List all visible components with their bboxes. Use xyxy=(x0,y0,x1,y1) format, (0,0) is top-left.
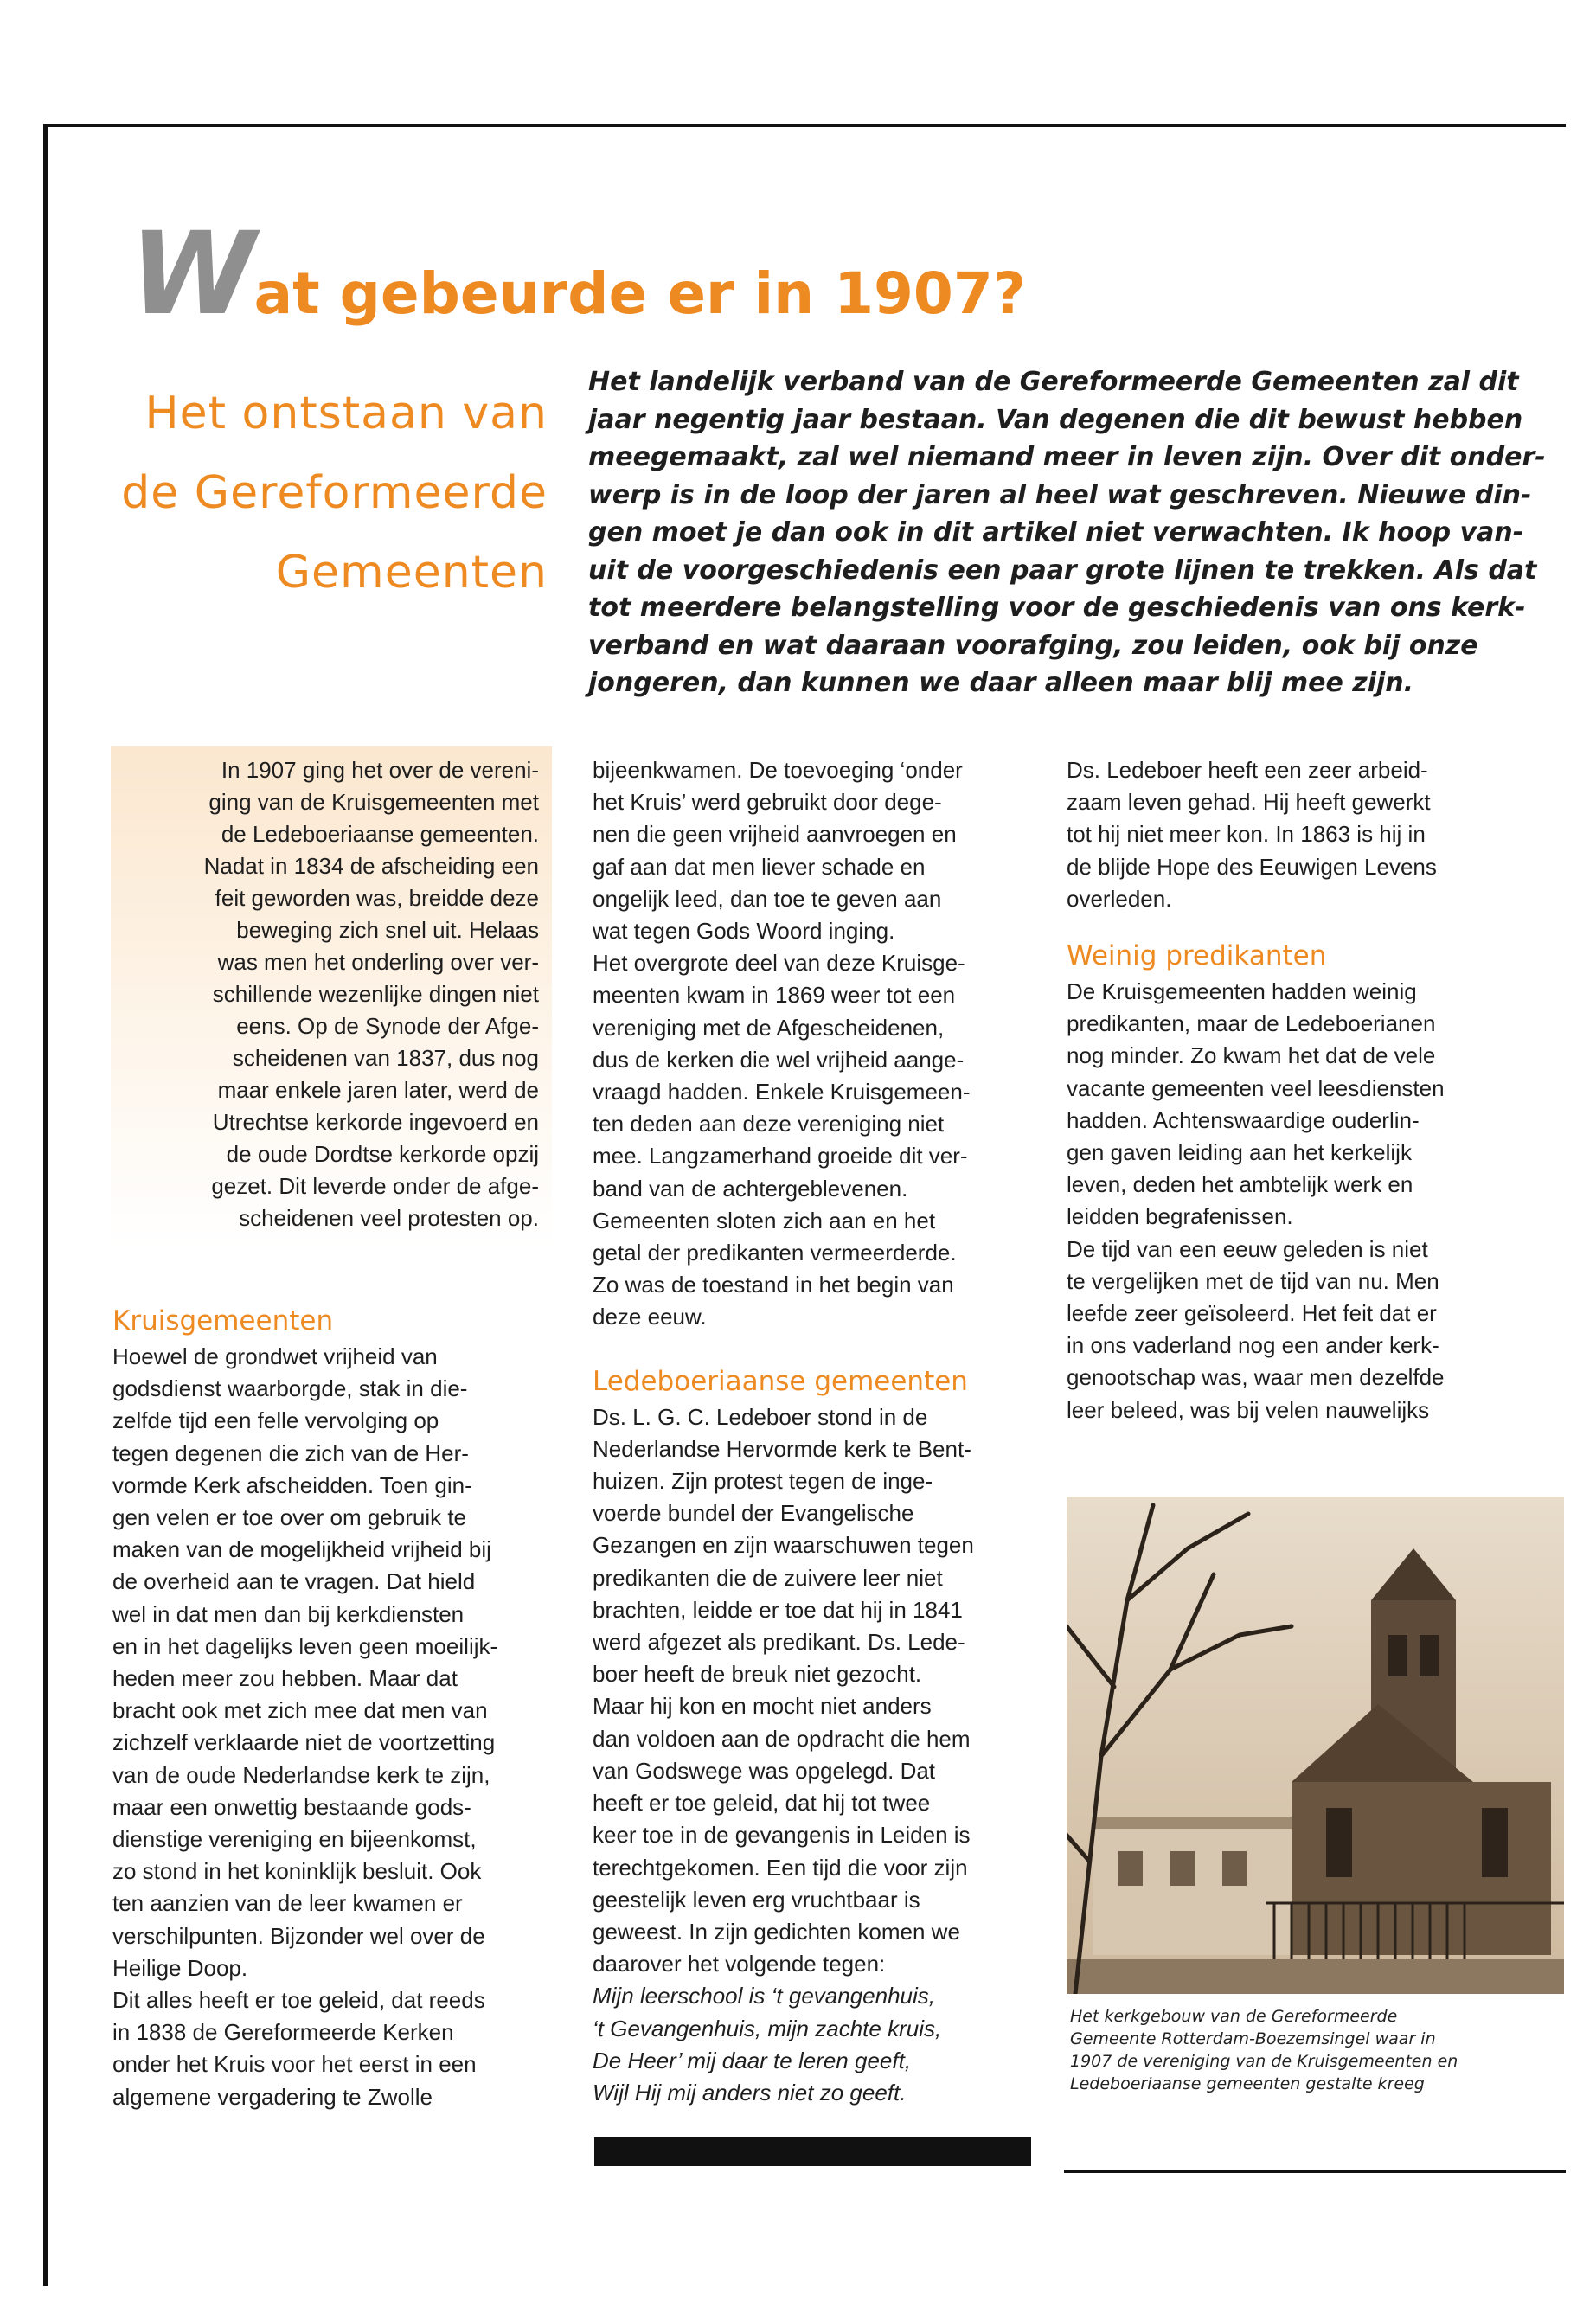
text-line: vormde Kerk afscheidden. Toen gin- xyxy=(112,1471,472,1498)
box-line: gezet. Dit leverde onder de afge- xyxy=(211,1173,539,1199)
box-line: feit geworden was, breidde deze xyxy=(215,885,539,911)
text-line: heeft er toe geleid, dat hij tot twee xyxy=(593,1790,931,1817)
text-line: en in het dagelijks leven geen moeilijk- xyxy=(112,1632,498,1659)
box-line: ging van de Kruisgemeenten met xyxy=(208,789,539,815)
text-line: keer toe in de gevangenis in Leiden is xyxy=(593,1822,971,1849)
box-line: Utrechtse kerkorde ingevoerd en xyxy=(212,1109,539,1135)
text-line: dus de kerken die wel vrijheid aange- xyxy=(593,1046,965,1073)
text-line: predikanten die de zuivere leer niet xyxy=(593,1564,943,1591)
intro-line: uit de voorgeschiedenis een paar grote lijnen te trekken. Als dat xyxy=(588,554,1537,586)
text-line: hadden. Achtenswaardige ouderlin- xyxy=(1067,1106,1420,1133)
text-line: vereniging met de Afgescheidenen, xyxy=(593,1014,945,1041)
text-line: deze eeuw. xyxy=(593,1304,707,1330)
text-line: wel in dat men dan bij kerkdiensten xyxy=(112,1600,465,1627)
text-line: onder het Kruis voor het eerst in een xyxy=(112,2051,477,2078)
text-line: nen die geen vrijheid aanvroegen en xyxy=(593,821,957,848)
text-line: geestelijk leven erg vruchtbaar is xyxy=(593,1886,920,1913)
text-line: De tijd van een eeuw geleden is niet xyxy=(1067,1235,1428,1262)
text-line: zichzelf verklaarde niet de voortzetting xyxy=(112,1729,496,1756)
title-rest: at gebeurde er in 1907? xyxy=(253,260,1027,327)
column-2 xyxy=(593,754,974,2109)
poem-line: ‘t Gevangenhuis, mijn zachte kruis, xyxy=(593,2015,942,2041)
text-line: zelfde tijd een felle vervolging op xyxy=(112,1407,439,1434)
bottom-bar xyxy=(594,2137,1031,2166)
text-line: gaf aan dat men liever schade en xyxy=(593,853,926,880)
box-line: scheidenen van 1837, dus nog xyxy=(232,1045,539,1071)
text-line: ten aanzien van de leer kwamen er xyxy=(112,1890,463,1917)
text-line: de overheid aan te vragen. Dat hield xyxy=(112,1568,476,1595)
text-line: terechtgekomen. Een tijd die voor zijn xyxy=(593,1854,968,1881)
text-line: heden meer zou hebben. Maar dat xyxy=(112,1665,458,1692)
subtitle-line: Het ontstaan van xyxy=(144,388,548,439)
text-line: zaam leven gehad. Hij heeft gewerkt xyxy=(1067,789,1431,816)
box-line: beweging zich snel uit. Helaas xyxy=(236,917,539,943)
box-line: eens. Op de Synode der Afge- xyxy=(236,1013,539,1039)
text-line: tegen degenen die zich van de Her- xyxy=(112,1439,469,1466)
text-line: zo stond in het koninklijk besluit. Ook xyxy=(112,1858,482,1885)
text-line: Gezangen en zijn waarschuwen tegen xyxy=(593,1532,974,1559)
intro-line: tot meerdere belangstelling voor de geschiedenis van ons kerk- xyxy=(588,593,1526,623)
intro-line: verband en wat daaraan voorafging, zou leiden, ook bij onze xyxy=(588,630,1478,661)
text-line: overleden. xyxy=(1067,885,1172,912)
text-line: Maar hij kon en mocht niet anders xyxy=(593,1693,932,1720)
text-line: Hoewel de grondwet vrijheid van xyxy=(112,1343,438,1369)
text-line: Het overgrote deel van deze Kruisge- xyxy=(593,950,965,977)
poem-line: De Heer’ mij daar te leren geeft, xyxy=(593,2047,912,2073)
text-line: maken van de mogelijkheid vrijheid bij xyxy=(112,1536,491,1563)
intro-line: Het landelijk verband van de Gereformeerde Gemeenten zal dit xyxy=(588,367,1519,397)
text-line: Dit alles heeft er toe geleid, dat reeds xyxy=(112,1987,485,2014)
poem-line: Wijl Hij mij anders niet zo geeft. xyxy=(593,2079,907,2106)
left-rule xyxy=(43,124,48,2286)
text-line: geweest. In zijn gedichten komen we xyxy=(593,1918,960,1945)
text-line: Gemeenten sloten zich aan en het xyxy=(593,1207,936,1234)
column-1 xyxy=(112,1301,497,2113)
text-line: mee. Langzamerhand groeide dit ver- xyxy=(593,1143,968,1170)
text-line: bracht ook met zich mee dat men van xyxy=(112,1697,488,1724)
box-line: de Ledeboeriaanse gemeenten. xyxy=(221,821,539,847)
text-line: meenten kwam in 1869 weer tot een xyxy=(593,982,956,1009)
text-line: leer beleed, was bij velen nauwelijks xyxy=(1067,1396,1430,1423)
text-line: getal der predikanten vermeerderde. xyxy=(593,1240,957,1266)
heading-ledeboeriaanse: Ledeboeriaanse gemeenten xyxy=(593,1365,968,1397)
text-line: gen gaven leiding aan het kerkelijk xyxy=(1067,1139,1412,1166)
text-line: de blijde Hope des Eeuwigen Levens xyxy=(1067,853,1437,880)
heading-kruisgemeenten: Kruisgemeenten xyxy=(112,1305,334,1336)
text-line: van de oude Nederlandse kerk te zijn, xyxy=(112,1761,490,1788)
text-line: Zo was de toestand in het begin van xyxy=(593,1272,954,1298)
text-line: vacante gemeenten veel leesdiensten xyxy=(1067,1074,1445,1101)
text-line: leidden begrafenissen. xyxy=(1067,1203,1293,1230)
text-line: brachten, leidde er toe dat hij in 1841 xyxy=(593,1596,963,1623)
text-line: het Kruis’ werd gebruikt door dege- xyxy=(593,789,942,816)
box-line: maar enkele jaren later, werd de xyxy=(217,1077,539,1103)
text-line: te vergelijken met de tijd van nu. Men xyxy=(1067,1267,1439,1294)
text-line: predikanten, maar de Ledeboerianen xyxy=(1067,1010,1436,1037)
text-line: ongelijk leed, dan toe te geven aan xyxy=(593,885,942,912)
text-line: voerde bundel der Evangelische xyxy=(593,1500,914,1527)
text-line: maar een onwettig bestaande gods- xyxy=(112,1793,471,1820)
intro-line: gen moet je dan ook in dit artikel niet verwachten. Ik hoop van- xyxy=(588,517,1524,548)
box-line: scheidenen veel protesten op. xyxy=(239,1205,539,1231)
text-line: verschilpunten. Bijzonder wel over de xyxy=(112,1922,485,1949)
text-line: De Kruisgemeenten hadden weinig xyxy=(1067,978,1417,1005)
subtitle-line: Gemeenten xyxy=(275,547,548,599)
intro-paragraph xyxy=(588,363,1546,702)
text-line: daarover het volgende tegen: xyxy=(593,1951,886,1977)
box-line: Nadat in 1834 de afscheiding een xyxy=(203,853,539,879)
box-line: In 1907 ging het over de vereni- xyxy=(221,757,539,783)
caption-line: Het kerkgebouw van de Gereformeerde xyxy=(1070,2007,1398,2026)
poem-line: Mijn leerschool is ‘t gevangenhuis, xyxy=(593,1983,935,2009)
text-line: tot hij niet meer kon. In 1863 is hij in xyxy=(1067,821,1426,848)
text-line: in ons vaderland nog een ander kerk- xyxy=(1067,1332,1439,1359)
text-line: Nederlandse Hervormde kerk te Bent- xyxy=(593,1435,971,1462)
text-line: gen velen er toe over om gebruik te xyxy=(112,1504,467,1531)
text-line: Heilige Doop. xyxy=(112,1954,248,1981)
text-line: boer heeft de breuk niet gezocht. xyxy=(593,1661,922,1688)
box-line: schillende wezenlijke dingen niet xyxy=(212,981,539,1007)
page-title xyxy=(130,208,1026,341)
text-line: Ds. Ledeboer heeft een zeer arbeid- xyxy=(1067,757,1428,783)
subtitle-line: de Gereformeerde xyxy=(121,467,548,519)
text-line: in 1838 de Gereformeerde Kerken xyxy=(112,2019,454,2046)
text-line: bijeenkwamen. De toevoeging ‘onder xyxy=(593,757,963,783)
column-3 xyxy=(1067,754,1445,1426)
church-photo xyxy=(1067,1497,1564,1994)
caption-line: 1907 de vereniging van de Kruisgemeenten en xyxy=(1070,2052,1458,2071)
caption-line: Gemeente Rotterdam-Boezemsingel waar in xyxy=(1070,2029,1436,2048)
text-line: dienstige vereniging en bijeenkomst, xyxy=(112,1826,477,1853)
text-line: werd afgezet als predikant. Ds. Lede- xyxy=(593,1629,965,1656)
text-line: vraagd hadden. Enkele Kruisgemeen- xyxy=(593,1079,971,1106)
text-line: genootschap was, waar men dezelfde xyxy=(1067,1364,1445,1391)
caption-line: Ledeboeriaanse gemeenten gestalte kreeg xyxy=(1070,2074,1425,2093)
text-line: leefde zeer geïsoleerd. Het feit dat er xyxy=(1067,1300,1437,1327)
title-initial: W xyxy=(130,208,251,341)
intro-line: werp is in de loop der jaren al heel wat geschreven. Nieuwe din- xyxy=(588,479,1532,510)
intro-line: jongeren, dan kunnen we daar alleen maar blij mee zijn. xyxy=(588,668,1414,698)
subtitle xyxy=(121,374,548,612)
text-line: leven, deden het ambtelijk werk en xyxy=(1067,1171,1413,1198)
photo-caption xyxy=(1070,2005,1458,2095)
text-line: nog minder. Zo kwam het dat de vele xyxy=(1067,1042,1436,1069)
intro-line: jaar negentig jaar bestaan. Van degenen die dit bewust hebben xyxy=(588,404,1523,435)
text-line: Ds. L. G. C. Ledeboer stond in de xyxy=(593,1403,928,1430)
heading-weinig-predikanten: Weinig predikanten xyxy=(1067,940,1327,972)
text-line: algemene vergadering te Zwolle xyxy=(112,2083,433,2110)
bottom-rule xyxy=(1064,2170,1566,2173)
text-line: van Godswege was opgelegd. Dat xyxy=(593,1757,936,1784)
box-line: was men het onderling over ver- xyxy=(217,949,539,975)
highlight-box-text xyxy=(204,754,539,1234)
text-line: huizen. Zijn protest tegen de inge- xyxy=(593,1468,933,1495)
top-rule xyxy=(43,124,1566,127)
intro-line: meegemaakt, zal wel niemand meer in leven zijn. Over dit onder- xyxy=(588,442,1546,472)
box-line: de oude Dordtse kerkorde opzij xyxy=(226,1141,539,1167)
text-line: band van de achtergeblevenen. xyxy=(593,1175,908,1202)
text-line: dan voldoen aan de opdracht die hem xyxy=(593,1725,971,1752)
text-line: godsdienst waarborgde, stak in die- xyxy=(112,1375,468,1402)
text-line: wat tegen Gods Woord inging. xyxy=(593,918,895,945)
text-line: ten deden aan deze vereniging niet xyxy=(593,1111,945,1138)
